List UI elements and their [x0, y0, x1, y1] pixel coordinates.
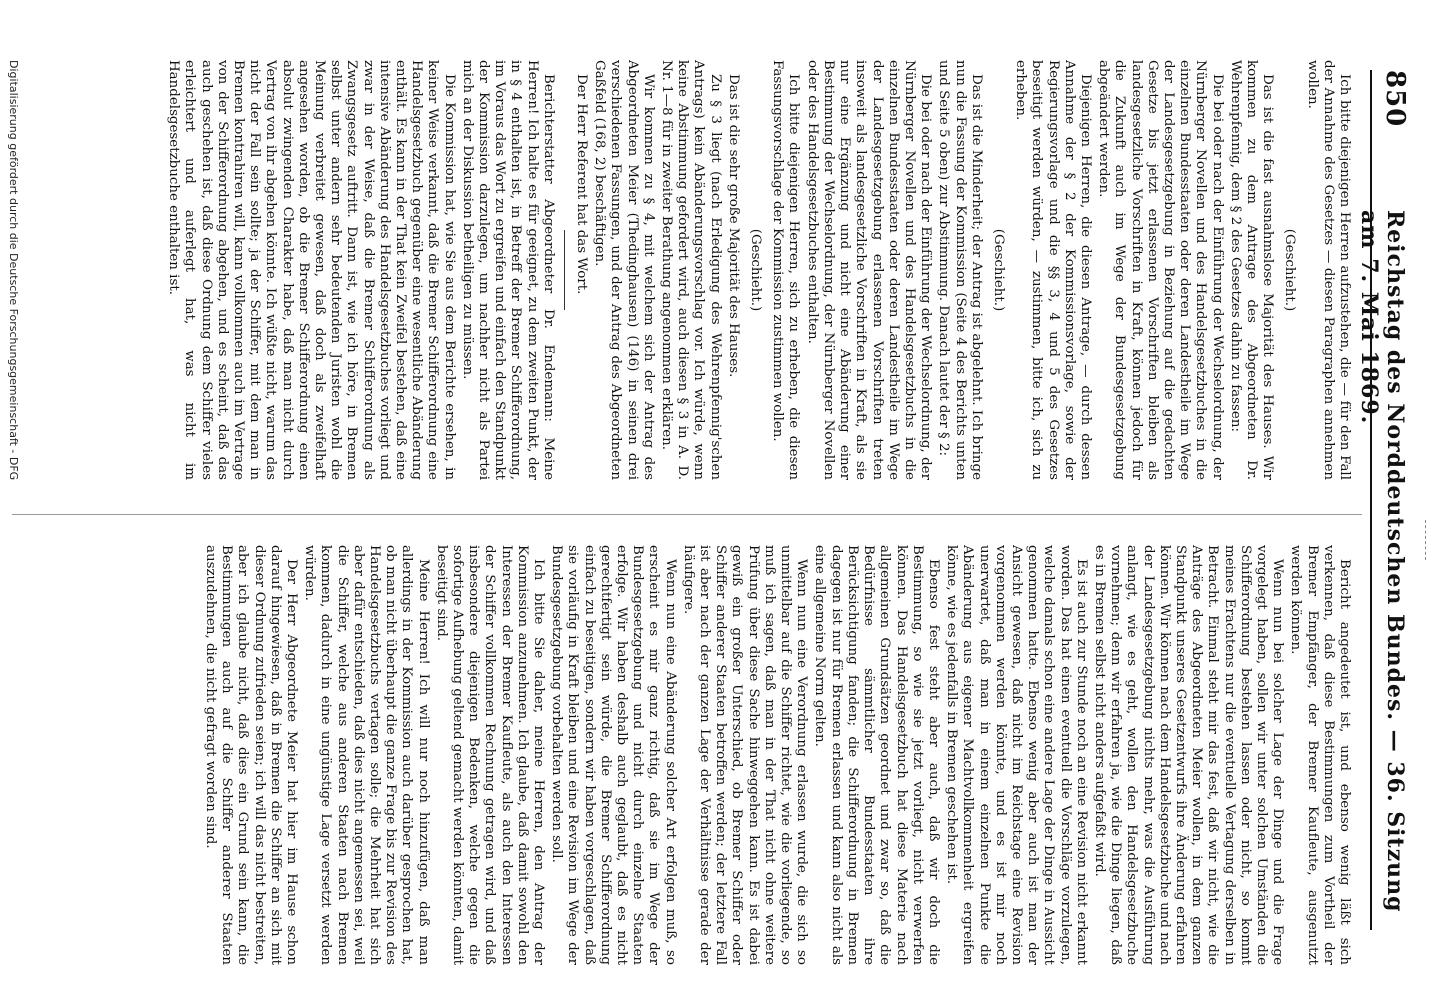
paragraph: Die bei oder nach der Einführung der Wechselordnung, der Nürnberger Novellen und des Handelsgesetzbuchs in die einzelnen Bundesstaaten oder deren Landestheile im Wege der Landesgesetzgebung erlassenen Vorschriften treten insoweit als landesgesetzliche Vorschriften in Kraft, als sie nur eine Ergänzung und nicht eine Abänderung einer Bestimmung der Wechselordnung, der Nürnberger Novellen oder des Handelsgesetzbuches enthalten.: [804, 60, 934, 480]
paragraph: Die bei oder nach der Einführung der Wechselordnung, der Nürnberger Novellen und des Handelsgesetzbuches in die einzelnen Bundesstaaten oder deren Landestheile im Wege der Landesgesetzgebung in Beziehung auf die gedachten Gesetze bis jetzt erlassenen Vorschriften bleiben als landesgesetzliche Vorschriften in Kraft, können jedoch für die Zukunft auch im Wege der Bundesgesetzgebung abgeändert werden.: [1096, 60, 1225, 480]
column-divider: [12, 514, 1362, 515]
paragraph: Das ist die sehr große Majorität des Hauses.: [725, 74, 741, 378]
paragraph: Die Kommission hat, wie Sie aus dem Berichte ersehen, in keiner Weise verkannt, daß die Bremer Schifferordnung eine Handelsgesetzbuch gegenüber eine wesentliche Abänderung enthält. Es kann in der That kein Zweifel bestehen, daß eine intensive Abänderung des Handelsgesetzbuches vorliegt und zwar in der Weise, daß die Bremer Schifferordnung als Zwangsgesetz auftritt. Dann ist, wie ich höre, in Bremen selbst unter andern sehr bedeutenden Juristen wohl die Meinung verbreitet gewesen, daß doch als zweifelhaft angesehen worden, ob die Bremer Schifferordnung einen absolut zwingenden Charakter habe, daß man nicht durch Vertrag von ihr abgehen könnte. Ich wüßte nicht, warum das nicht der Fall sein sollte; ja der Schiffer, mit dem man in Bremen kontrahiren will, kann vollkommen auch im Vertrage von der Schifferordnung abgehen, und es scheint, daß das auch geschehen ist, daß diese Ordnung dem Schiffer vieles erleichtert und auferlegt hat, was nicht im Handelsgesetzbuche enthalten ist.: [166, 60, 457, 480]
page-number: 850: [1380, 70, 1410, 128]
paragraph: Wenn nun bei solcher Lage der Dinge und die Frage vorgelegt haben, sollen wir unter solchen Umständen die Schifferordnung bestehen lassen oder nicht, so kommt meines Erachtens nur die eventuelle Vertagung derselben in Betracht. Einmal steht mir das fest, daß wir nicht, wie die Anträge des Abgeordneten Meier wollen, in dem ganzen Standpunkt unseres Gesetzentwurfs ihre Änderung erfahren können. Wir können nach dem Handelsgesetzbuche und nach der Landesgesetzgebung nichts mehr, was die Ausführung anlangt, wie es geht, wollen den Handelsgesetzbuche vornehmen; denn wir erfahren ja, wie die Dinge liegen, daß es in Bremen selbst nicht anders aufgefaßt wird.: [1091, 545, 1286, 965]
digitization-footer: Digitalisierung gefördert durch die Deutsche Forschungsgemeinschaft - DFG: [7, 60, 20, 481]
page-header: [1356, 70, 1412, 930]
paragraph: Diejenigen Herren, die diesen Antrage, — durch dessen Annahme der § 2 der Kommissionsvorlage, sowie der Regierungsvorlage und die §§ 3, 4 und 5 des Gesetzes beseitigt werden würden, — zustimmen, bitte ich, sich zu erheben.: [1013, 60, 1093, 480]
paragraph: Das ist die Minderheit; der Antrag ist abgelehnt. Ich bringe nun die Fassung der Kommission (Seite 4 des Berichts unten und Seite 5 oben) zur Abstimmung. Danach lautet der § 2:: [936, 60, 984, 480]
paragraph: Ebenso fest steht aber auch, daß wir doch die Bestimmung, so wie sie jetzt vorliegt, nicht verwerfen können. Das Handelsgesetzbuch hat diese Materie nach allgemeinen Grundsätzen geordnet und zwar so, daß die Bedürfnisse sämmtlicher Bundesstaaten ihre Berücksichtigung fanden; die Schifferordnung in Bremen dagegen ist nur für Bremen erlassen und kann also nicht als eine allgemeine Norm gelten.: [812, 545, 941, 965]
page-title: Reichstag des Norddeutschen Bundes. — 36. Sitzung am 7. Mai 1869.: [1356, 210, 1408, 913]
left-column: [22, 60, 1352, 480]
stage-direction: (Geschieht.): [748, 228, 764, 312]
paragraph: Das ist die fast ausnahmslose Majorität des Hauses. Wir kommen zu dem Antrage des Abgeordneten Dr. Wehrenpfennig, dem § 2 des Gesetzes dahin zu fassen:: [1227, 60, 1276, 480]
paragraph: Wir kommen zu § 4, mit welchem sich der Antrag des Abgeordneten Meier (Thedinghausen) (146) in seinen drei verschiedenen Fassungen, und der Antrag des Abgeordneten Gaßfeld (168, 2) beschäftigen.: [592, 60, 656, 480]
paragraph: Ich bitte Sie daher, meine Herren, den Antrag der Kommission anzunehmen. Ich glaube, daß damit sowohl den Interessen der Bremer Kaufleute, als auch den Interessen der Schiffer vollkommen Rechnung getragen wird, und daß insbesondere diejenigen Bedenken, welche gegen die sofortige Aufhebung geltend gemacht werden könnten, damit beseitigt sind.: [433, 545, 547, 965]
paragraph: Bericht angedeutet ist, und ebenso wenig läßt sich verkennen, daß diese Bestimmungen zum Vortheil der Bremer Empfänger, der Bremer Kaufleute, ausgenutzt werden können.: [1288, 545, 1352, 965]
right-column: [22, 545, 1352, 965]
stage-direction: (Geschieht.): [990, 228, 1006, 312]
paragraph: Der Herr Abgeordnete Meier hat hier im Hause schon darauf hingewiesen, daß in Bremen die Schiffer an sich mit dieser Ordnung zufrieden seien; ich will das nicht bestreiten, aber ich glaube nicht, daß dies ein Grund sein kann, die Bestimmungen auch auf die Schiffer anderer Staaten auszudehnen, die nicht gefragt worden sind.: [202, 545, 299, 965]
paragraph: Wenn nun eine Verordnung erlassen wurde, die sich so unmittelbar auf die Schiffer richtet, wie die vorliegende, so muß ich sagen, daß man in der That nicht ohne weitere Prüfung über diese Sache hinweggehen kann. Es ist dabei gewiß ein großer Unterschied, ob Bremer Schiffer oder Schiffer anderer Staaten betroffen werden; der letztere Fall ist aber nach der ganzen Lage der Verhältnisse gerade der häufigere.: [680, 545, 810, 965]
paragraph: Ich bitte diejenigen Herren aufzustehen, die — für den Fall der Annahme des Gesetzes — diesen Paragraphen annehmen wollen.: [1304, 60, 1352, 480]
paragraph: Es ist auch zur Stunde noch an eine Revision nicht erkannt worden. Das hat einen eventuell die Vorschläge vorzulegen, welche damals schon eine andere Lage der Dinge in Aussicht genommen hatte. Ebenso wenig aber auch ist man der Ansicht gewesen, daß nicht im Reichstage eine Revision vorgenommen werden könnte, und es ist mir noch unerwartet, daß man in einem einzelnen Punkte die Abänderung aus eigener Machtvollkommenheit ergreifen könne, wie es jedenfalls in Bremen geschehen ist.: [944, 545, 1089, 965]
paragraph: Der Herr Referent hat das Wort.: [574, 74, 590, 295]
paragraph: Zu § 3 liegt (nach Erledigung des Wehrenpfennig'schen Antrags) kein Abänderungsvorschlag vor. Ich würde, wenn keine Abstimmung gefordert wird, auch diesen § 3 in A. D. Nr. 1—8 für in zweiter Berathung angenommen erklären.: [659, 60, 723, 480]
scan-mark: [1425, 520, 1426, 560]
section-rule: [564, 230, 565, 310]
paragraph: Ich bitte diejenigen Herren, sich zu erheben, die diesen Fassungsvorschlage der Kommission zustimmen wollen.: [770, 60, 802, 480]
paragraph: Wenn nun eine Abänderung solcher Art erfolgen muß, so erscheint es mir ganz richtig, daß sie im Wege der Bundesgesetzgebung und nicht durch einzelne Staaten erfolge. Wir haben deshalb auch geglaubt, daß es nicht gerechtfertigt sein würde, die Bremer Schifferordnung einfach zu beseitigen, sondern wir haben vorgeschlagen, daß sie vorläufig in Kraft bleiben und eine Revision im Wege der Bundesgesetzgebung vorbehalten werden soll.: [549, 545, 678, 965]
paragraph: Meine Herren! Ich will nur noch hinzufügen, daß man allerdings in der Kommission auch darüber gesprochen hat, ob man nicht überhaupt die ganze Frage bis zur Revision des Handelsgesetzbuchs vertagen solle; die Mehrheit hat sich aber dafür entschieden, daß dies nicht angemessen sei, weil die Schiffer, welche aus anderen Staaten nach Bremen kommen, dadurch in eine ungünstige Lage versetzt werden würden.: [302, 545, 431, 965]
paragraph: Berichterstatter Abgeordneter Dr. Endemann: Meine Herren! Ich halte es für geeignet, zu dem zweiten Punkt, der in § 4 enthalten ist, in Betreff der Bremer Schifferordnung, im Voraus das Wort zu ergreifen und einfach den Standpunkt der Kommission darzulegen, um nachher nicht als Partei mich an der Diskussion betheiligen zu müssen.: [459, 60, 556, 480]
stage-direction: (Geschieht.): [1282, 228, 1298, 312]
